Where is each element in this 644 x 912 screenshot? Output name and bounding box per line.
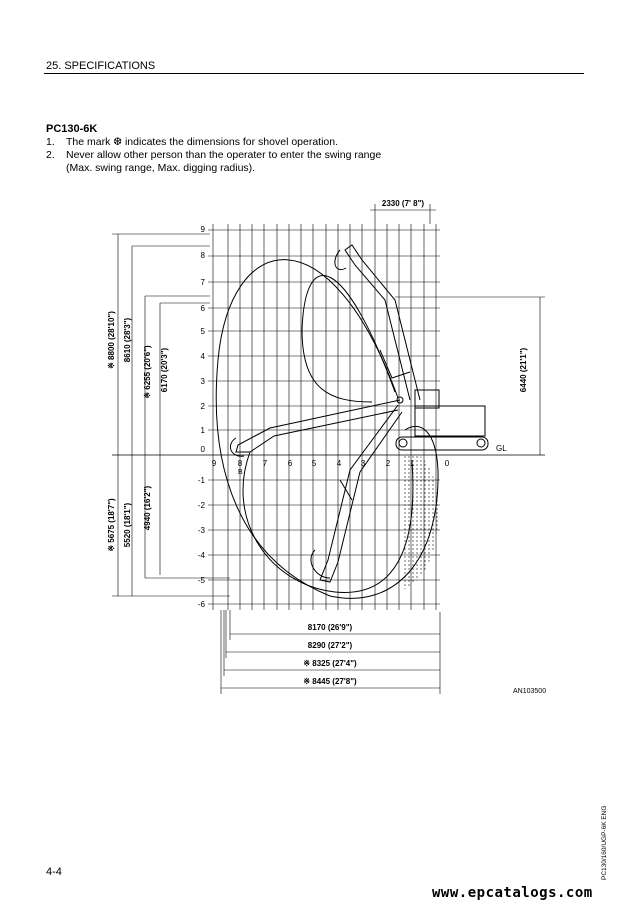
- side-code: [596, 806, 610, 880]
- shovel-digging-area: [402, 456, 438, 590]
- note-2-continuation: (Max. swing range, Max. digging radius).: [66, 162, 256, 174]
- note-2-number: 2.: [46, 149, 55, 161]
- section-header: 25. SPECIFICATIONS: [46, 60, 156, 72]
- model-title: PC130-6K: [46, 123, 98, 135]
- note-1-number: 1.: [46, 136, 55, 148]
- note-1-text: The mark ❆ indicates the dimensions for shovel operation.: [66, 136, 339, 148]
- dim-label-8170: 8170 (26'9"): [307, 623, 353, 632]
- y-tick: 9: [200, 225, 205, 234]
- x-tick: 6: [287, 459, 293, 468]
- figure-code: AN103500: [513, 688, 547, 695]
- dim-label-8445: ※ 8445 (27'8"): [303, 677, 357, 686]
- page-number: 4-4: [46, 866, 62, 878]
- y-axis-ticks: [198, 225, 206, 609]
- point-label: B: [238, 469, 243, 476]
- boom-arm-depth: [311, 405, 402, 582]
- dim-label-4940: 4940 (16'2"): [143, 485, 152, 531]
- dim-label-2330: 2330 (7' 8"): [381, 199, 425, 208]
- y-tick: 8: [200, 251, 205, 260]
- boom-arm-height: [335, 245, 420, 400]
- dim-label-6170: 6170 (20'3"): [160, 347, 169, 393]
- x-tick: 7: [262, 459, 268, 468]
- x-tick: 3: [360, 459, 366, 468]
- bottom-dimension-labels: [303, 623, 357, 686]
- dim-label-8800: ※ 8800 (28'10"): [107, 311, 116, 369]
- y-tick: 7: [200, 278, 205, 287]
- y-tick: -6: [197, 600, 205, 609]
- y-tick: -2: [197, 501, 205, 510]
- dim-label-8610: 8610 (28'3"): [123, 317, 132, 363]
- ground-label: GL: [496, 444, 507, 453]
- y-tick: -3: [197, 526, 205, 535]
- x-tick: 1: [409, 459, 415, 468]
- y-tick: -5: [197, 576, 205, 585]
- note-2-text: Never allow other person than the operater to enter the swing range: [66, 149, 382, 161]
- side-code-text: PC130/160/UGP-6K ENG: [601, 806, 608, 880]
- y-tick: -1: [197, 476, 205, 485]
- y-tick: 5: [200, 327, 205, 336]
- dim-label-5675: ※ 5675 (18'7"): [107, 498, 116, 552]
- x-tick: 5: [311, 459, 317, 468]
- dim-label-5520: 5520 (18'1"): [123, 502, 132, 548]
- x-tick: 9: [211, 459, 217, 468]
- y-tick: 3: [200, 377, 205, 386]
- x-tick: 8: [237, 459, 243, 468]
- dim-label-8325: ※ 8325 (27'4"): [303, 659, 357, 668]
- dim-label-6255: ※ 6255 (20'6"): [143, 345, 152, 399]
- y-tick: 6: [200, 304, 205, 313]
- y-tick: 4: [200, 352, 205, 361]
- y-tick: 0: [200, 445, 205, 454]
- x-tick: 2: [385, 459, 391, 468]
- x-tick: 0: [444, 459, 450, 468]
- dim-label-6440: 6440 (21'1"): [519, 347, 528, 393]
- dim-label-8290: 8290 (27'2"): [307, 641, 353, 650]
- y-tick: 1: [200, 426, 205, 435]
- x-tick: 4: [336, 459, 342, 468]
- watermark: www.epcatalogs.com: [432, 885, 593, 901]
- y-tick: 2: [200, 402, 205, 411]
- y-tick: -4: [197, 551, 205, 560]
